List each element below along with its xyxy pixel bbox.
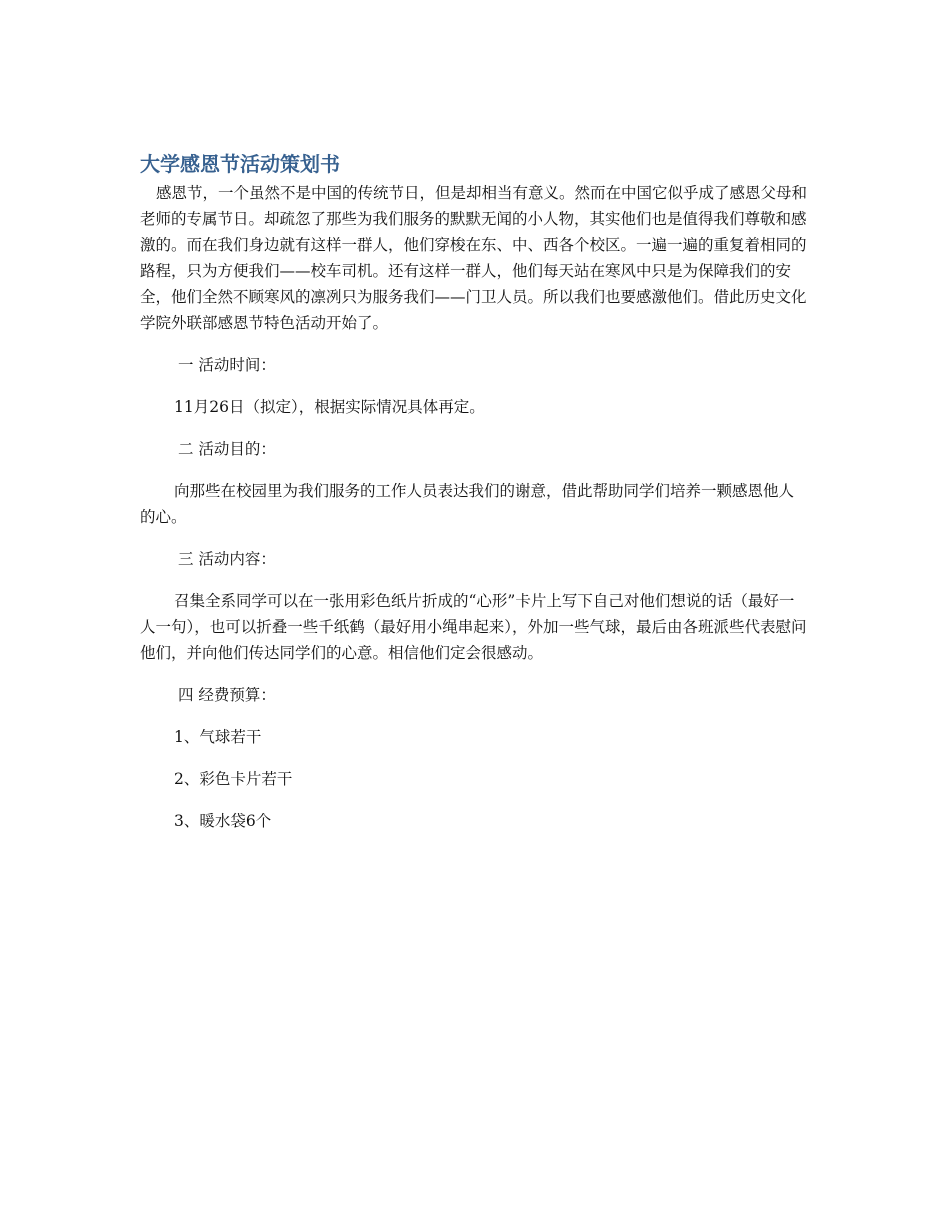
- section-content-heading: 三 活动内容：: [178, 550, 276, 568]
- intro-paragraph: 感恩节，一个虽然不是中国的传统节日，但是却相当有意义。然而在中国它似乎成了感恩父母和老师的专属节日。却疏忽了那些为我们服务的默默无闻的小人物，其实他们也是值得我们尊敬和感激的。而在我们身边就有这样一群人，他们穿梭在东、中、西各个校区。一遍一遍的重复着相同的路程，只为方便我们——校车司机。还有这样一群人，他们每天站在寒风中只是为保障我们的安全，他们全然不顾寒风的凛冽只为服务我们——门卫人员。所以我们也要感激他们。借此历史文化学院外联部感恩节特色活动开始了。: [140, 184, 808, 332]
- document-content: [140, 150, 808, 834]
- budget-item: 3、暖水袋6个: [174, 812, 272, 830]
- section-budget-heading: 四 经费预算：: [178, 686, 276, 704]
- section-time-body: 11月26日（拟定），根据实际情况具体再定。: [174, 398, 485, 416]
- section-content-body: 召集全系同学可以在一张用彩色纸片折成的“心形”卡片上写下自己对他们想说的话（最好一人一句），也可以折叠一些千纸鹤（最好用小绳串起来），外加一些气球，最后由各班派些代表慰问他们，并向他们传达同学们的心意。相信他们定会很感动。: [140, 592, 807, 662]
- budget-item: 2、彩色卡片若干: [174, 770, 293, 788]
- budget-item: 1、气球若干: [174, 728, 262, 746]
- section-time-heading: 一 活动时间：: [178, 356, 276, 374]
- document-title: 大学感恩节活动策划书: [140, 152, 340, 176]
- section-purpose-body: 向那些在校园里为我们服务的工作人员表达我们的谢意，借此帮助同学们培养一颗感恩他人的心。: [140, 482, 795, 526]
- section-purpose-heading: 二 活动目的：: [178, 440, 276, 458]
